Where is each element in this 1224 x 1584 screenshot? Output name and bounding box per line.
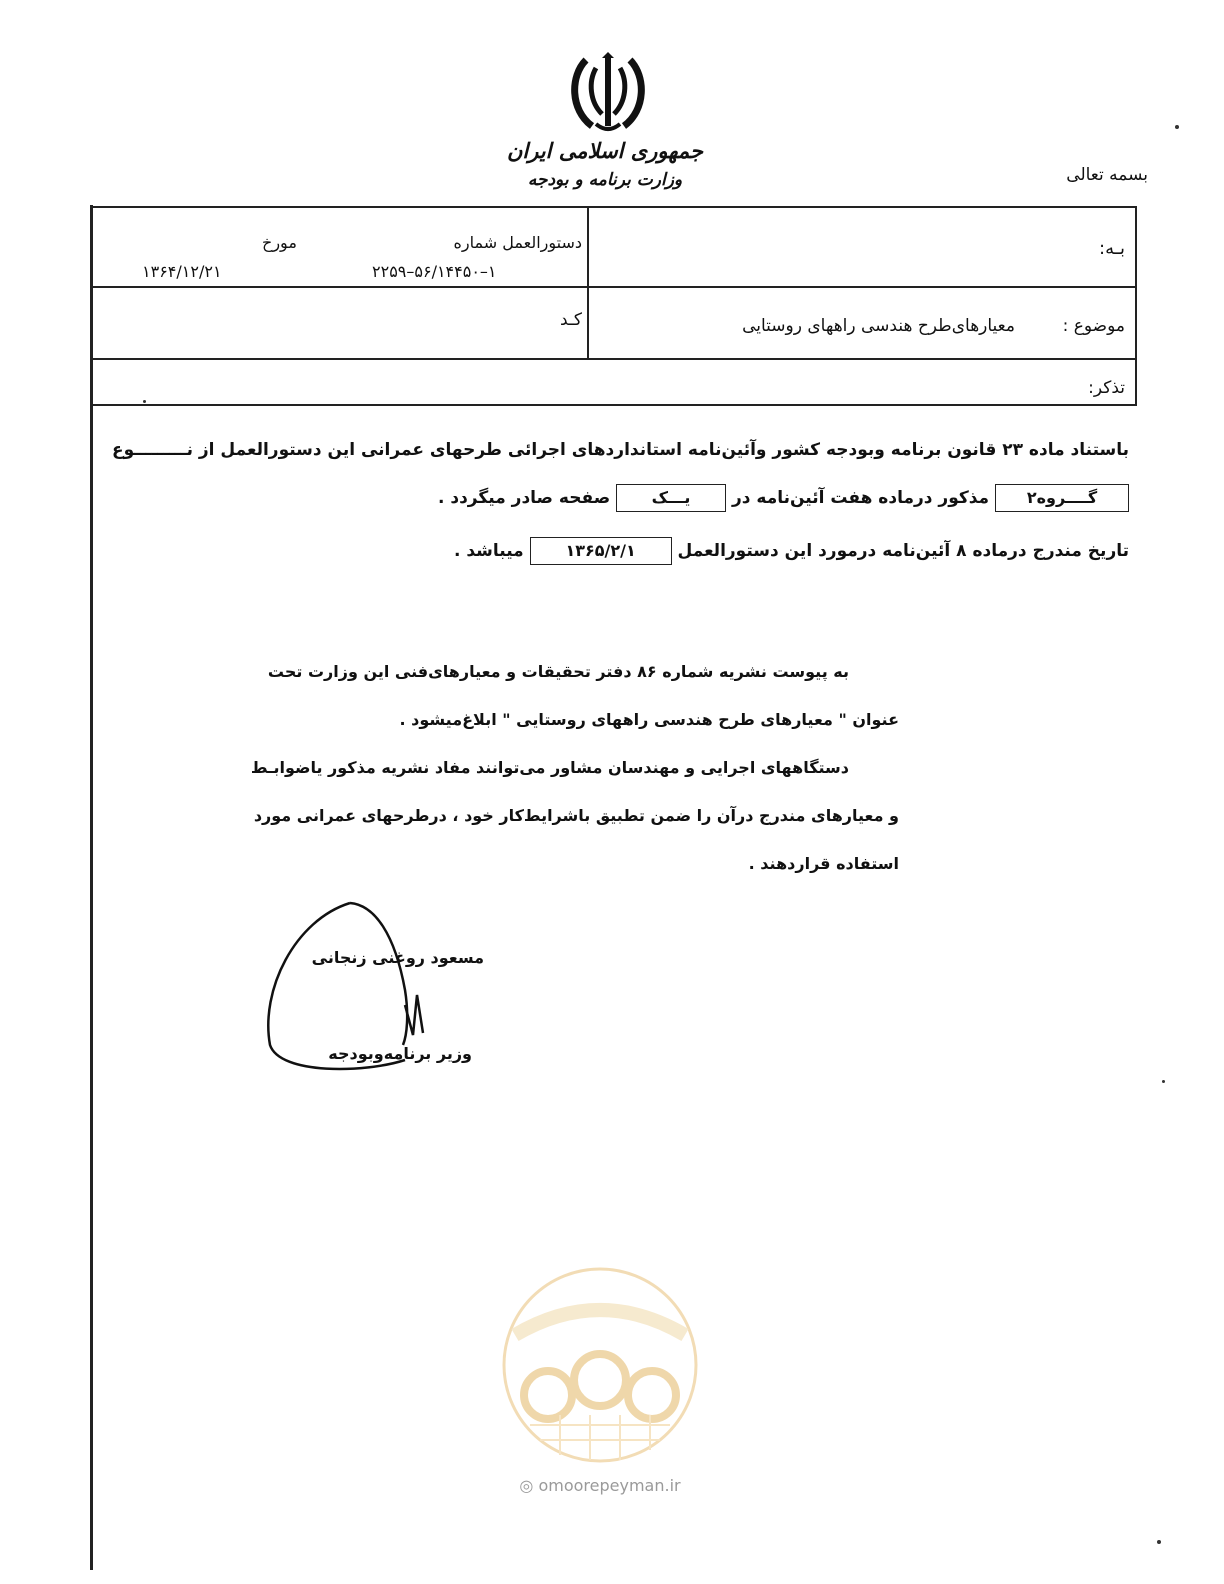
republic-title: جمهوری اسلامی ایران — [506, 138, 704, 163]
letter-header-form — [92, 206, 1137, 406]
code-label: کـد — [560, 310, 582, 330]
basmala-heading: بسمه تعالی — [1066, 165, 1148, 185]
intro-line-1: باستناد ماده ۲۳ قانون برنامه وبودجه کشور وآئین‌نامه استانداردهای اجرائی طرحهای عمرانی این دستورالعمل از نـــــــــوع — [112, 440, 1129, 460]
scan-speck — [143, 400, 146, 403]
intro-line-3: تاریخ مندرج درماده ۸ آئین‌نامه درمورد این دستورالعمل ۱۳۶۵/۲/۱ میباشد . — [454, 537, 1129, 565]
signatory-title: وزیر برنامه‌وبودجه — [328, 1044, 472, 1063]
directive-number: ۲۲۵۹–۵۶/۱۴۴۵۰–۱ — [372, 262, 497, 281]
scan-speck — [1157, 1540, 1161, 1544]
body-paragraph-2: عنوان " معیارهای طرح هندسی راههای روستایی " ابلاغ‌میشود . — [399, 710, 899, 729]
group-field: گــــروه۲ — [995, 484, 1129, 512]
body-paragraph-1: به پیوست نشریه شماره ۸۶ دفتر تحقیقات و معیارهای‌فنی این وزارت تحت — [267, 662, 849, 681]
effective-date-field: ۱۳۶۵/۲/۱ — [530, 537, 672, 565]
intro-line-2: گــــروه۲ مذکور درماده هفت آئین‌نامه در یـــک صفحه صادر میگردد . — [438, 484, 1129, 512]
form-divider — [92, 286, 1135, 288]
subject-label: موضوع : — [1062, 316, 1125, 336]
left-margin-line — [90, 205, 93, 1570]
date-label: مورخ — [262, 233, 297, 252]
scan-speck — [1162, 1080, 1165, 1083]
form-column-divider — [587, 208, 589, 358]
scan-speck — [1175, 125, 1179, 129]
pages-field: یـــک — [616, 484, 726, 512]
iran-emblem-icon — [566, 52, 650, 136]
body-paragraph-3: دستگاههای اجرایی و مهندسان مشاور می‌توانند مفاد نشریه مذکور یاضوابـط — [250, 758, 849, 777]
form-divider — [92, 358, 1135, 360]
ministry-title: وزارت برنامه و بودجه — [527, 170, 683, 190]
directive-label: دستورالعمل شماره — [453, 233, 582, 252]
body-paragraph-5: استفاده قراردهند . — [748, 854, 899, 873]
signatory-name: مسعود روغنی زنجانی — [311, 948, 484, 967]
body-paragraph-4: و معیارهای مندرج درآن را ضمن تطبیق باشرایط‌کار خود ، درطرحهای عمرانی مورد — [253, 806, 899, 825]
to-label: بـه: — [1099, 238, 1125, 259]
subject-value: معیارهای‌طرح هندسی راههای روستایی — [742, 316, 1015, 336]
reminder-label: تذکر: — [1088, 378, 1125, 398]
watermark-url: ◎ omoorepeyman.ir — [519, 1476, 681, 1495]
omoorepeyman-seal-logo — [500, 1265, 700, 1465]
date-value: ۱۳۶۴/۱۲/۲۱ — [142, 262, 222, 281]
